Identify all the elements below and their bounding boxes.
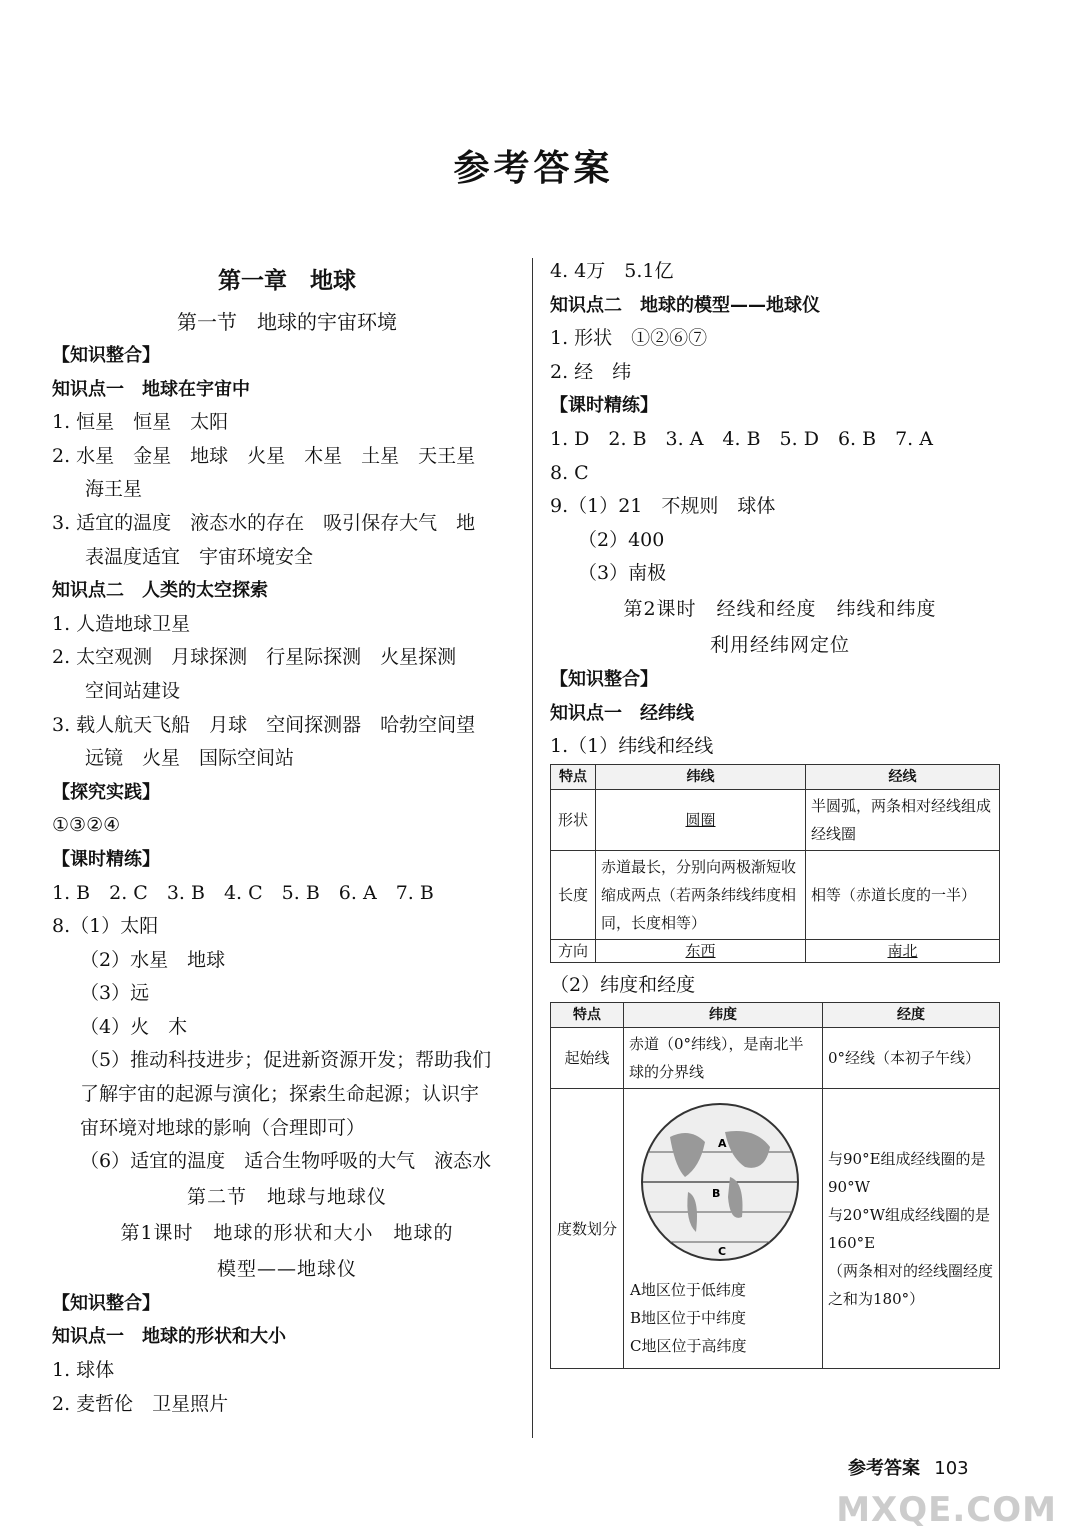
answer-line: 2. 麦哲伦 卫星照片 — [52, 1392, 229, 1415]
table-header: 经度 — [823, 1003, 1000, 1028]
answer-line: 宙环境对地球的影响（合理即可） — [80, 1116, 366, 1139]
table-cell: 长度 — [551, 850, 596, 939]
region-marker-c: C — [718, 1245, 727, 1259]
table-header: 纬线 — [596, 764, 806, 789]
table-cell: 度数划分 — [551, 1089, 624, 1369]
table-cell: 赤道最长，分别向两极渐短收缩成两点（若两条纬线纬度相同，长度相等） — [596, 850, 806, 939]
table-header: 特点 — [551, 764, 596, 789]
table-cell: 赤道（0°纬线），是南北半球的分界线 — [624, 1028, 823, 1089]
answer-line: 2. 经 纬 — [550, 360, 632, 383]
latitude-longitude-lines-table — [550, 764, 1000, 963]
bracket-heading: 【课时精练】 — [52, 848, 160, 870]
answer-line: 2. 太空观测 月球探测 行星际探测 火星探测 — [52, 646, 457, 669]
bracket-heading: 【知识整合】 — [52, 345, 160, 366]
answer-line: （6）适宜的温度 适合生物呼吸的大气 液态水 — [80, 1150, 492, 1173]
table-header: 特点 — [551, 1003, 624, 1028]
section-heading: 第一节 地球的宇宙环境 — [177, 310, 397, 334]
latitude-longitude-degrees-table — [550, 1002, 1000, 1369]
answer-line: （3）远 — [80, 982, 150, 1005]
answer-line: 9.（1）21 不规则 球体 — [550, 495, 776, 518]
answer-line: （3）南极 — [578, 562, 667, 585]
answer-line: 1. D 2. B 3. A 4. B 5. D 6. B 7. A — [550, 427, 933, 450]
table-header: 经线 — [806, 764, 1000, 789]
bracket-heading: 【知识整合】 — [550, 668, 658, 690]
bracket-heading: 【知识整合】 — [52, 1292, 160, 1314]
table-header: 纬度 — [624, 1003, 823, 1028]
region-a-line: A地区位于低纬度 — [630, 1281, 746, 1300]
answer-line: 3. 适宜的温度 液态水的存在 吸引保存大气 地 — [52, 511, 476, 534]
answer-line: 表温度适宜 宇宙环境安全 — [85, 545, 314, 568]
bracket-heading: 【课时精练】 — [550, 395, 658, 417]
answer-line: 1. B 2. C 3. B 4. C 5. B 6. A 7. B — [52, 881, 434, 904]
table-cell: 南北 — [806, 939, 1000, 962]
answer-line: 了解宇宙的起源与演化；探索生命起源；认识宇 — [80, 1083, 480, 1106]
table-cell: 形状 — [551, 789, 596, 850]
bracket-heading: 【探究实践】 — [52, 781, 160, 803]
meridian-pair-line: 与90°E组成经线圈的是90°W — [828, 1149, 986, 1196]
section-heading: 第二节 地球与地球仪 — [186, 1185, 387, 1208]
table-caption: （2）纬度和经度 — [550, 973, 696, 996]
knowledge-point-heading: 知识点二 地球的模型——地球仪 — [550, 294, 820, 316]
answer-line: 1. 球体 — [52, 1359, 115, 1382]
table-cell: 方向 — [551, 939, 596, 962]
table-cell — [823, 1089, 1000, 1369]
answer-line: 3. 载人航天飞船 月球 空间探测器 哈勃空间望 — [52, 713, 476, 736]
answer-line: （5）推动科技进步；促进新资源开发；帮助我们 — [80, 1049, 492, 1072]
globe-icon — [630, 1097, 810, 1267]
table-cell: 半圆弧，两条相对经线组成经线圈 — [806, 789, 1000, 850]
answer-line: 1. 恒星 恒星 太阳 — [52, 411, 229, 434]
region-marker-b: B — [712, 1187, 721, 1201]
knowledge-point-heading: 知识点二 人类的太空探索 — [52, 580, 268, 602]
table-caption: 1.（1）纬线和经线 — [550, 735, 714, 758]
table-cell: 圆圈 — [596, 789, 806, 850]
knowledge-point-heading: 知识点一 地球的形状和大小 — [52, 1326, 286, 1348]
answer-line: 8.（1）太阳 — [52, 915, 159, 938]
lesson-heading: 模型——地球仪 — [216, 1257, 357, 1280]
footer-label: 参考答案 — [848, 1458, 920, 1479]
column-divider — [532, 258, 533, 1438]
table-cell: 0°经线（本初子午线） — [823, 1028, 1000, 1089]
page-number: 103 — [934, 1458, 969, 1479]
answer-line: （4）火 木 — [80, 1015, 188, 1038]
answer-line: 海王星 — [85, 478, 143, 501]
lesson-heading: 第1课时 地球的形状和大小 地球的 — [120, 1221, 454, 1244]
table-cell: 东西 — [596, 939, 806, 962]
region-marker-a: A — [718, 1137, 727, 1151]
table-cell: 起始线 — [551, 1028, 624, 1089]
lesson-heading: 利用经纬网定位 — [709, 633, 850, 656]
answer-line: 1. 形状 ①②⑥⑦ — [550, 327, 708, 350]
answer-line: （2）水星 地球 — [80, 948, 226, 971]
answer-line: 1. 人造地球卫星 — [52, 612, 191, 635]
knowledge-point-heading: 知识点一 经纬线 — [550, 702, 694, 724]
answer-line: 4. 4万 5.1亿 — [550, 260, 674, 282]
meridian-pair-line: 与20°W组成经线圈的是160°E — [828, 1205, 991, 1252]
table-cell: 相等（赤道长度的一半） — [806, 850, 1000, 939]
page-title: 参考答案 — [453, 147, 614, 189]
left-column — [52, 255, 522, 1421]
lesson-heading: 第2课时 经线和经度 纬线和纬度 — [623, 597, 937, 620]
region-c-line: C地区位于高纬度 — [630, 1337, 747, 1356]
answer-line: 远镜 火星 国际空间站 — [85, 747, 295, 770]
answer-line: （2）400 — [578, 528, 665, 551]
knowledge-point-heading: 知识点一 地球在宇宙中 — [52, 378, 250, 400]
meridian-note: （两条相对的经线圈经度之和为180°） — [828, 1261, 994, 1308]
right-column — [550, 255, 1010, 1369]
watermark-logo: MXQE.COM — [836, 1490, 1057, 1530]
answer-line: ①③②④ — [52, 814, 121, 837]
answer-line: 空间站建设 — [85, 679, 181, 702]
chapter-heading: 第一章 地球 — [218, 267, 356, 294]
table-cell — [624, 1089, 823, 1369]
answer-line: 8. C — [550, 461, 589, 484]
answer-line: 2. 水星 金星 地球 火星 木星 土星 天王星 — [52, 444, 476, 467]
page-footer — [848, 1454, 969, 1480]
region-b-line: B地区位于中纬度 — [630, 1309, 747, 1328]
